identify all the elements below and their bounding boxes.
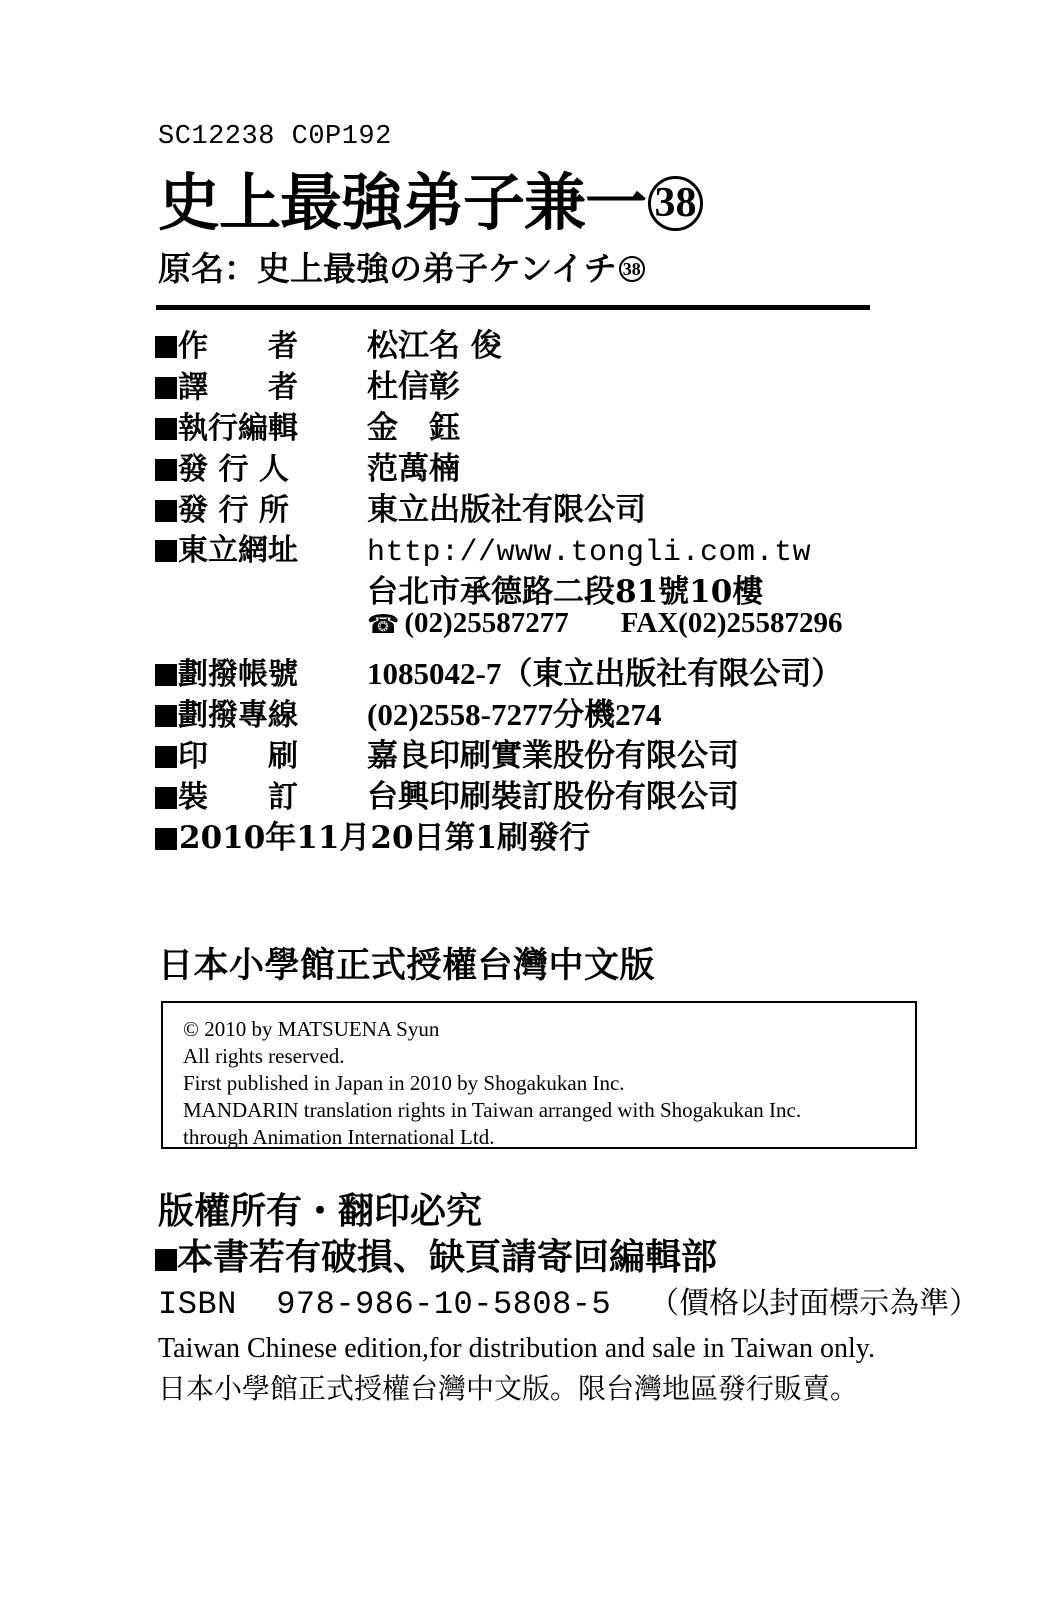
damaged-copy-notice-row (155, 1234, 1035, 1280)
credit-value-author: 松江名 俊 (367, 328, 502, 364)
credit-row-publisher (155, 484, 1025, 528)
credit-label-publisher-person: 發 行 人 (178, 452, 289, 487)
distribution-notice-english: Taiwan Chinese edition,for distribution and sale in Taiwan only. (158, 1333, 875, 1364)
credit-value-translator: 杜信彰 (367, 369, 460, 405)
copyright-line-5: through Animation International Ltd. (183, 1125, 495, 1149)
credit-label-printing: 印 刷 (178, 739, 298, 774)
credit-label-author: 作 者 (178, 329, 298, 364)
credit-row-translator (155, 361, 1025, 405)
copyright-box (161, 1001, 917, 1149)
square-bullet-icon (155, 540, 177, 562)
original-title-text: 原名：史上最強の弟子ケンイチ (158, 249, 617, 288)
credit-row-editor (155, 402, 1025, 446)
credit-label-translator: 譯 者 (178, 370, 298, 405)
credit-row-publisher-person (155, 443, 1025, 487)
book-title-text: 史上最強弟子兼一 (158, 166, 647, 239)
credit-value-editor: 金 鈺 (367, 410, 460, 446)
credit-row-printing (155, 730, 1025, 774)
square-bullet-icon (155, 459, 177, 481)
credit-value-website[interactable]: http://www.tongli.com.tw (367, 536, 812, 570)
licence-heading: 日本小學館正式授權台灣中文版 (158, 945, 656, 986)
square-bullet-icon (155, 500, 177, 522)
isbn-row (155, 1280, 1035, 1329)
price-note: （價格以封面標示為準） (649, 1286, 980, 1321)
publication-date: 2010年11月20日第1刷發行 (179, 820, 591, 856)
square-bullet-icon (155, 746, 177, 768)
original-volume-number-badge: 38 (619, 256, 645, 282)
credits-list (155, 320, 1025, 856)
footer-block (155, 1188, 1035, 1409)
credit-row-website (155, 525, 1025, 570)
credit-label-website: 東立網址 (178, 533, 298, 568)
publisher-contact-row (155, 607, 1025, 648)
damaged-copy-notice: 本書若有破損、缺頁請寄回編輯部 (177, 1236, 718, 1278)
publisher-fax: FAX(02)25587296 (620, 607, 843, 639)
book-title (158, 166, 703, 239)
square-bullet-icon (155, 1249, 177, 1271)
isbn-number: ISBN 978-986-10-5808-5 (158, 1286, 612, 1323)
credit-value-publisher: 東立出版社有限公司 (367, 492, 646, 528)
credit-value-binding: 台興印刷裝訂股份有限公司 (367, 779, 739, 815)
square-bullet-icon (155, 828, 177, 850)
square-bullet-icon (155, 377, 177, 399)
square-bullet-icon (155, 705, 177, 727)
credit-label-publisher: 發 行 所 (178, 493, 289, 528)
square-bullet-icon (155, 664, 177, 686)
credit-label-giro-hotline: 劃撥專線 (178, 698, 298, 733)
credit-value-giro-account: 1085042-7（東立出版社有限公司） (367, 656, 843, 691)
square-bullet-icon (155, 418, 177, 440)
square-bullet-icon (155, 787, 177, 809)
credit-label-binding: 裝 訂 (178, 780, 298, 815)
credit-row-binding (155, 771, 1025, 815)
original-title (158, 249, 645, 288)
telephone-icon: ☎ (367, 609, 400, 640)
credit-value-printing: 嘉良印刷實業股份有限公司 (367, 738, 739, 774)
title-divider (156, 305, 870, 310)
credit-label-giro-account: 劃撥帳號 (178, 657, 298, 692)
credit-value-publisher-person: 范萬楠 (367, 451, 460, 487)
publisher-address-row (155, 566, 1025, 610)
credit-row-giro-account (155, 648, 1025, 692)
publisher-telephone: (02)25587277 (404, 607, 569, 639)
rights-reserved-notice: 版權所有・翻印必究 (158, 1190, 483, 1232)
distribution-notice-chinese: 日本小學館正式授權台灣中文版。限台灣地區發行販賣。 (158, 1372, 859, 1405)
volume-number-badge: 38 (648, 176, 703, 231)
publisher-phone-line (349, 607, 842, 640)
product-code: SC12238 C0P192 (158, 122, 392, 152)
copyright-line-2: All rights reserved. (183, 1044, 345, 1068)
square-bullet-icon (155, 336, 177, 358)
copyright-line-4: MANDARIN translation rights in Taiwan arranged with Shogakukan Inc. (183, 1098, 802, 1122)
credit-value-giro-hotline: (02)2558-7277分機274 (367, 697, 662, 732)
publisher-address: 台北市承德路二段81號10樓 (367, 574, 764, 610)
credit-row-author (155, 320, 1025, 364)
publication-date-row (155, 812, 1025, 856)
credit-label-editor: 執行編輯 (178, 411, 298, 446)
copyright-line-1: © 2010 by MATSUENA Syun (183, 1017, 440, 1041)
credit-row-giro-hotline (155, 689, 1025, 733)
copyright-line-3: First published in Japan in 2010 by Shogakukan Inc. (183, 1071, 625, 1095)
